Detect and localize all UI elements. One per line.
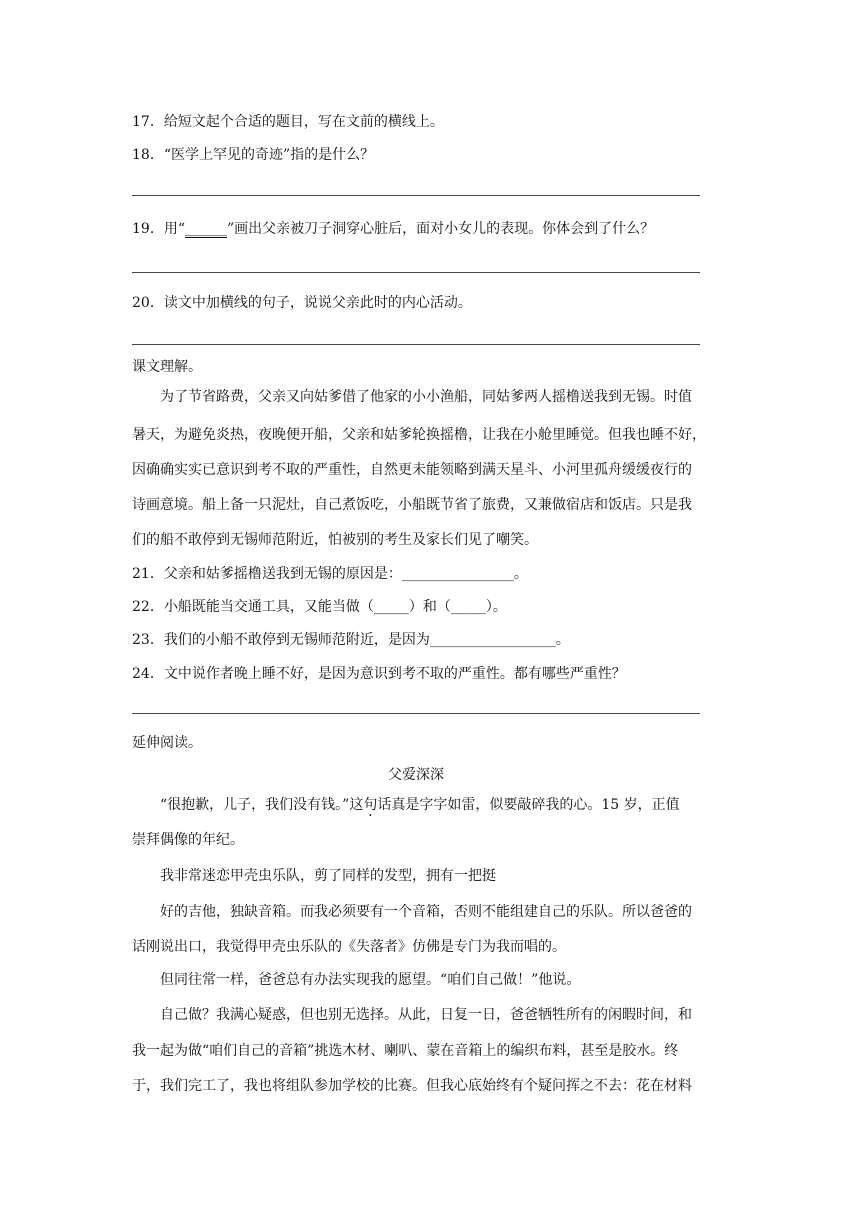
passage-line: 我一起为做“咱们自己的音箱”挑选木材、喇叭、蒙在音箱上的编织布料，甚至是胶水。终 [132, 1043, 679, 1059]
passage-title: 父爱深深 [388, 767, 444, 783]
passage-line: 因确确实实已意识到考不取的严重性，自然更未能领略到满天星斗、小河里孤舟缓缓夜行的 [132, 462, 692, 478]
question-23: 23．我们的小船不敢停到无锡师范附近，是因为__________________。 [132, 632, 570, 648]
passage-line: 为了节省路费，父亲又向姑爹借了他家的小小渔船，同姑爹两人摇橹送我到无锡。时值 [160, 389, 692, 405]
answer-line-19[interactable] [132, 272, 700, 273]
question-22: 22．小船既能当交通工具，又能当做（_____）和（_____）。 [132, 599, 507, 615]
question-21: 21．父亲和姑爹摇橹送我到无锡的原因是：________________。 [132, 566, 528, 582]
question-19 [132, 219, 654, 239]
question-18: 18．“医学上罕见的奇迹”指的是什么？ [132, 147, 375, 163]
section-heading-text-comprehension: 课文理解。 [132, 359, 202, 375]
passage-line-rest: 真是字字如雷，似要敲碎我的心。15 岁，正值 [391, 797, 680, 813]
question-24: 24．文中说作者晚上睡不好，是因为意识到考不取的严重性。都有哪些严重性？ [132, 666, 626, 682]
answer-line-20[interactable] [132, 344, 700, 345]
question-19-text-start: 19．用“ [132, 221, 185, 237]
answer-line-24[interactable] [132, 713, 700, 714]
question-17: 17．给短文起个合适的题目，写在文前的横线上。 [132, 114, 444, 130]
passage-line: 崇拜偶像的年纪。 [132, 832, 244, 848]
question-20: 20．读文中加横线的句子，说说父亲此时的内心活动。 [132, 295, 472, 311]
passage-line: 于，我们完工了，我也将组队参加学校的比赛。但我心底始终有个疑问挥之不去：花在材料 [132, 1078, 692, 1094]
section-heading-extended-reading: 延伸阅读。 [132, 735, 202, 751]
wavy-underline-mark: ______ [184, 221, 227, 237]
passage-line: 我非常迷恋甲壳虫乐队，剪了同样的发型，拥有一把挺 [160, 868, 496, 884]
passage-line-quote: “很抱歉，儿子，我们没有钱。” [160, 797, 350, 813]
answer-line-18[interactable] [132, 195, 700, 196]
passage-line: 好的吉他，独缺音箱。而我必须要有一个音箱，否则不能组建自己的乐队。所以爸爸的 [160, 904, 692, 920]
emphasis-dotted-text: 这句话 [349, 797, 392, 813]
question-19-text-end: ”画出父亲被刀子洞穿心脏后，面对小女儿的表现。你体会到了什么？ [226, 221, 655, 237]
passage-line: 但同往常一样，爸爸总有办法实现我的愿望。“咱们自己做！”他说。 [160, 972, 581, 988]
passage-line: 话刚说出口，我觉得甲壳虫乐队的《失落者》仿佛是专门为我而唱的。 [132, 939, 566, 955]
passage-line: 诗画意境。船上备一只泥灶，自己煮饭吃，小船既节省了旅费，又兼做宿店和饭店。只是我 [132, 497, 692, 513]
passage-line [160, 795, 680, 815]
passage-line: 们的船不敢停到无锡师范附近，怕被别的考生及家长们见了嘲笑。 [132, 532, 538, 548]
passage-line: 自己做？我满心疑惑，但也别无选择。从此，日复一日，爸爸牺牲所有的闲暇时间，和 [160, 1007, 692, 1023]
passage-line: 暑天，为避免炎热，夜晚便开船，父亲和姑爹轮换摇橹，让我在小舱里睡觉。但我也睡不好， [132, 427, 706, 443]
